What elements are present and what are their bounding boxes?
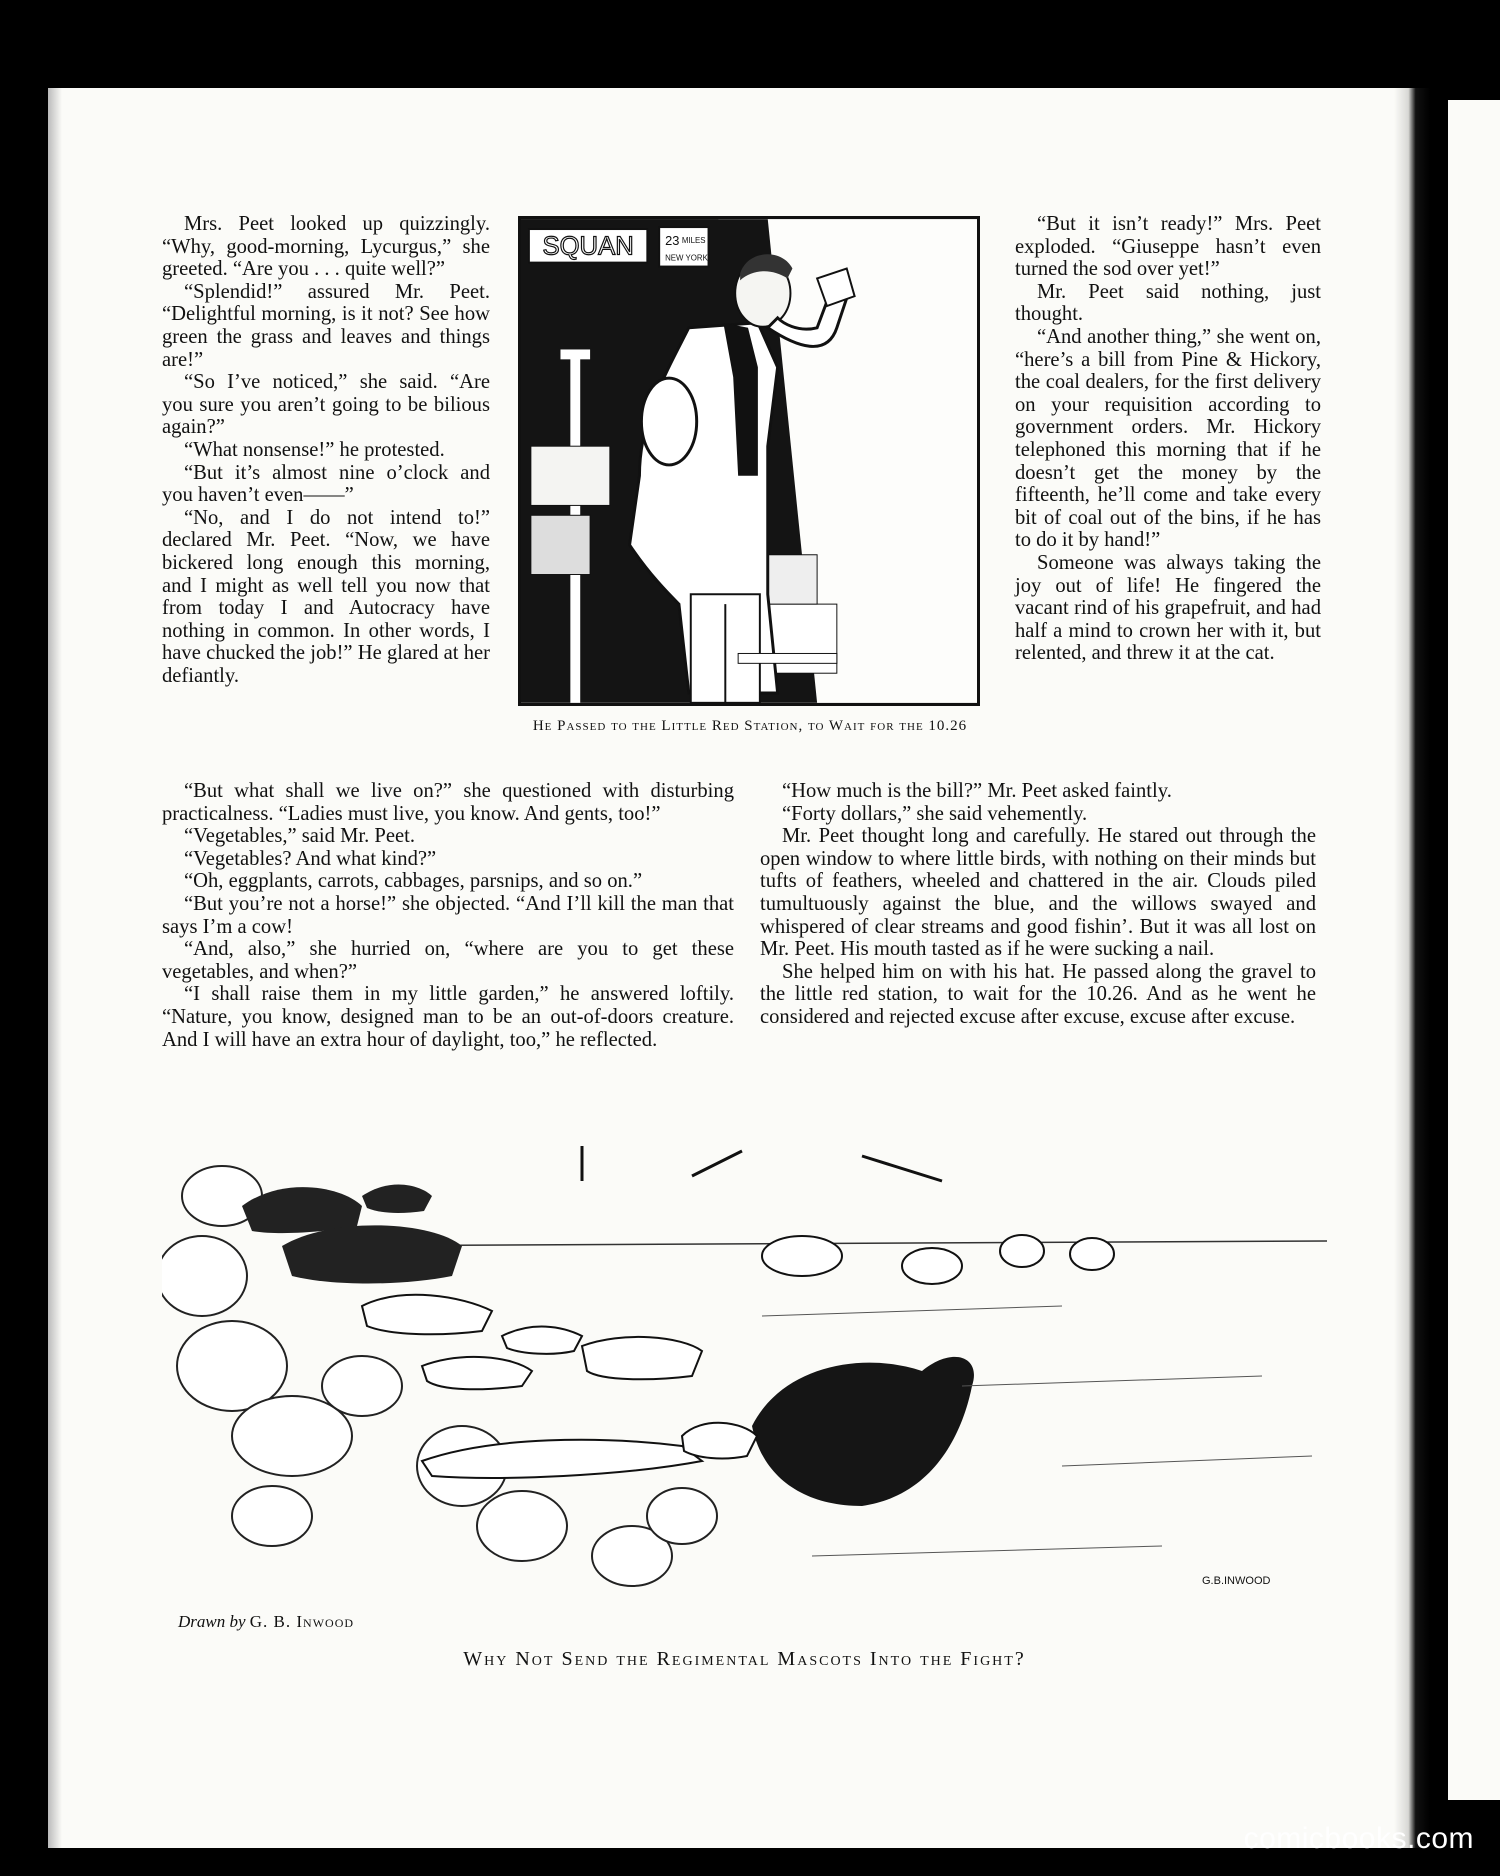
paragraph: “Vegetables? And what kind?” xyxy=(184,847,437,870)
cartoon-mascots-stampede xyxy=(162,1136,1327,1606)
paragraph: “But you’re not a horse!” she objected. “And I’ll kill the man that says I’m a cow! xyxy=(162,892,734,938)
paragraph: “Forty dollars,” she said vehemently. xyxy=(782,802,1088,825)
text-column-left-bottom xyxy=(162,780,734,1051)
text-column-right-top xyxy=(1015,213,1321,665)
sign-place: NEW YORK xyxy=(665,253,708,263)
next-page-edge xyxy=(1448,100,1500,1800)
page-gutter xyxy=(1394,88,1430,1848)
paragraph: “Splendid!” assured Mr. Peet. “Delightful morning, is it not? See how green the grass and leaves and things are!” xyxy=(162,280,490,371)
paragraph: “But it’s almost nine o’clock and you haven’t even——” xyxy=(162,461,490,507)
cartoon-signature: G.B.INWOOD xyxy=(1202,1575,1271,1587)
page-edge-shadow xyxy=(48,88,62,1848)
credit-name: G. B. Inwood xyxy=(249,1612,355,1631)
paragraph: Someone was always taking the joy out of life! He fingered the vacant rind of his grapefruit, and had half a mind to crown her with it, but relented, and threw it at the cat. xyxy=(1015,551,1321,665)
text-column-left-top xyxy=(162,213,490,687)
illustration-caption: He Passed to the Little Red Station, to Wait for the 10.26 xyxy=(532,718,968,734)
paragraph: “No, and I do not intend to!” declared Mr. Peet. “Now, we have bickered long enough this morning, and I might as well tell you now that from today I and Autocracy have nothing in common. In other words, I have chucked the job!” He glared at her defiantly. xyxy=(162,506,490,687)
paragraph: “What nonsense!” he protested. xyxy=(184,438,445,461)
illustration-man-at-station xyxy=(518,216,980,706)
paragraph: “Vegetables,” said Mr. Peet. xyxy=(184,825,416,848)
paragraph: “But what shall we live on?” she questioned with disturbing practicalness. “Ladies must live, you know. And gents, too!” xyxy=(162,780,734,825)
paragraph: Mr. Peet said nothing, just thought. xyxy=(1015,280,1321,326)
paragraph: “And, also,” she hurried on, “where are you to get these vegetables, and when?” xyxy=(162,938,734,983)
cartoon-caption: Why Not Send the Regimental Mascots Into the Fight? xyxy=(463,1648,1026,1670)
paragraph: “I shall raise them in my little garden,” he answered loftily. “Nature, you know, designed man to be an out-of-doors creature. And I will have an extra hour of daylight, too,” he reflected. xyxy=(162,983,734,1051)
sign-number: 23 xyxy=(665,232,680,248)
text-column-right-bottom xyxy=(760,780,1316,1029)
paragraph: “How much is the bill?” Mr. Peet asked faintly. xyxy=(782,780,1172,802)
sign-unit: MILES xyxy=(681,235,706,245)
paragraph: “Oh, eggplants, carrots, cabbages, parsnips, and so on.” xyxy=(184,870,643,893)
paragraph: “But it isn’t ready!” Mrs. Peet exploded. “Giuseppe hasn’t even turned the sod over yet!” xyxy=(1015,213,1321,281)
paragraph: “So I’ve noticed,” she said. “Are you sure you aren’t going to be bilious again?” xyxy=(162,371,490,439)
station-sign-text: SQUAN xyxy=(542,232,634,261)
watermark: comicbooks.com xyxy=(1243,1822,1474,1855)
paragraph: Mrs. Peet looked up quizzingly. “Why, good-morning, Lycurgus,” she greeted. “Are you . . . quite well?” xyxy=(162,213,490,281)
paragraph: She helped him on with his hat. He passed along the gravel to the little red station, to wait for the 10.26. And as he went he considered and rejected excuse after excuse, excuse after excuse. xyxy=(760,960,1316,1028)
cartoon-credit xyxy=(178,1612,354,1632)
credit-prefix: Drawn by xyxy=(178,1612,246,1631)
paragraph: “And another thing,” she went on, “here’s a bill from Pine & Hickory, the coal dealers, for the first delivery on your requisition according to government orders. Mr. Hickory telephoned this morning that if he doesn’t get the money by the fifteenth, he’ll come and take every bit of coal out of the bins, if he has to do it by hand!” xyxy=(1015,325,1321,552)
paragraph: Mr. Peet thought long and carefully. He stared out through the open window to where little birds, with nothing on their minds but tufts of feathers, wheeled and chattered in the air. Clouds piled tumultuously against the blue, and the willows swayed and whispered of clear streams and good fishin’. But it was all lost on Mr. Peet. His mouth tasted as if he were sucking a nail. xyxy=(760,825,1316,961)
